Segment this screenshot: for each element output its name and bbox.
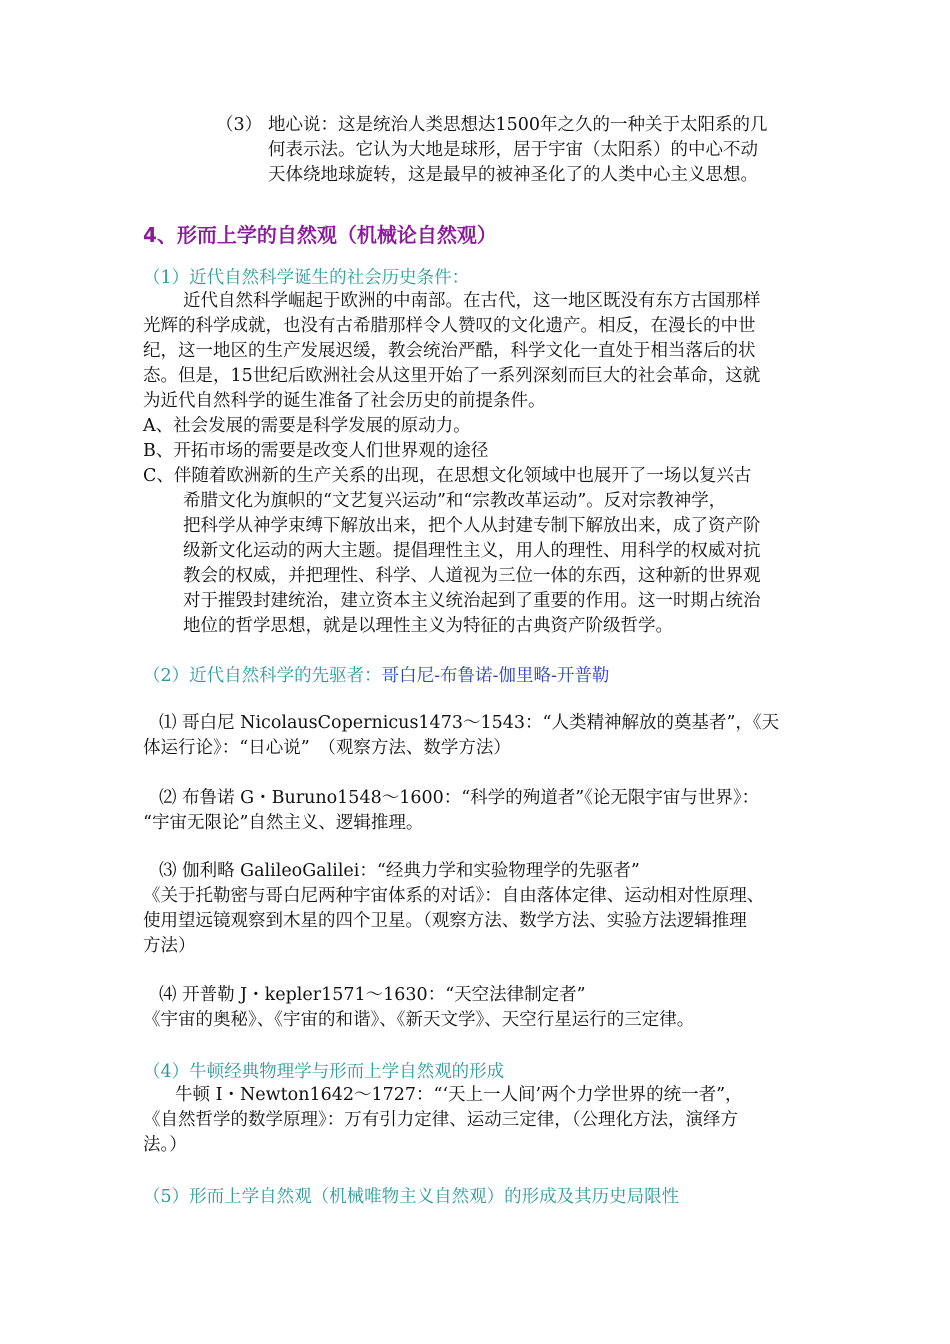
point-c-line: 希腊文化为旗帜的“文艺复兴运动”和“宗教改革运动”。反对宗教神学，: [183, 491, 727, 511]
item3-line: 何表示法。它认为大地是球形，居于宇宙（太阳系）的中心不动: [268, 140, 758, 160]
section4-title: 4、形而上学的自然观（机械论自然观）: [143, 223, 497, 247]
kepler-entry: [143, 983, 694, 1033]
paragraph-line: 为近代自然科学的诞生准备了社会历史的前提条件。: [143, 391, 546, 411]
entry-line: 体运行论》：“日心说” （观察方法、数学方法）: [143, 738, 511, 758]
sub1-title: （1）近代自然科学诞生的社会历史条件：: [143, 268, 470, 288]
point-c-line: 级新文化运动的两大主题。提倡理性主义，用人的理性、用科学的权威对抗: [183, 541, 761, 561]
entry-line: ⑶ 伽利略 GalileoGalilei：“经典力学和实验物理学的先驱者”: [159, 861, 640, 881]
copernicus-entry: [143, 711, 779, 761]
item3-line: 地心说：这是统治人类思想达1500年之久的一种关于太阳系的几: [268, 115, 768, 135]
entry-line: ⑴ 哥白尼 NicolausCopernicus1473～1543：“人类精神解放的奠基者”，《天: [159, 713, 780, 733]
sub4-title: （4）牛顿经典物理学与形而上学自然观的形成: [143, 1062, 505, 1082]
entry-line: “宇宙无限论”自然主义、逻辑推理。: [143, 813, 424, 833]
point-c-line: C、伴随着欧洲新的生产关系的出现，在思想文化领域中也展开了一场以复兴古: [143, 466, 752, 486]
paragraph-line: 近代自然科学崛起于欧洲的中南部。在古代，这一地区既没有东方古国那样: [183, 291, 761, 311]
sub2-title: [143, 662, 609, 687]
point-c-line: 把科学从神学束缚下解放出来，把个人从封建专制下解放出来，成了资产阶: [183, 516, 761, 536]
entry-line: 法。）: [143, 1135, 187, 1155]
paragraph-line: 态。但是，15世纪后欧洲社会从这里开始了一系列深刻而巨大的社会革命，这就: [143, 366, 761, 386]
entry-line: 《宇宙的奥秘》、《宇宙的和谐》、《新天文学》、天空行星运行的三定律。: [143, 1010, 695, 1030]
entry-line: 《关于托勒密与哥白尼两种宇宙体系的对话》：自由落体定律、运动相对性原理、: [143, 886, 765, 906]
sub2-title-pioneers: 哥白尼-布鲁诺-伽里略-开普勒: [381, 666, 610, 686]
point-b: B、开拓市场的需要是改变人们世界观的途径: [143, 441, 489, 461]
bruno-entry: [143, 786, 759, 836]
entry-line: ⑷ 开普勒 J・kepler1571～1630：“天空法律制定者”: [159, 985, 586, 1005]
sub2-title-text: （2）近代自然科学的先驱者：: [143, 666, 382, 686]
item3-number: （3）: [216, 115, 263, 135]
sub1-paragraph: [143, 289, 761, 639]
galileo-entry: [143, 859, 764, 959]
item3-text: [268, 113, 768, 188]
paragraph-line: 光辉的科学成就，也没有古希腊那样令人赞叹的文化遗产。相反，在漫长的中世: [143, 316, 756, 336]
entry-line: 《自然哲学的数学原理》：万有引力定律、运动三定律，（公理化方法，演绎方: [143, 1110, 738, 1130]
paragraph-line: 纪，这一地区的生产发展迟缓，教会统治严酷，科学文化一直处于相当落后的状: [143, 341, 756, 361]
point-c-line: 对于摧毁封建统治，建立资本主义统治起到了重要的作用。这一时期占统治: [183, 591, 761, 611]
entry-line: 牛顿 I・Newton1642～1727：“‘天上一人间’两个力学世界的统一者”，: [175, 1085, 743, 1105]
entry-line: 使用望远镜观察到木星的四个卫星。（观察方法、数学方法、实验方法逻辑推理: [143, 911, 747, 931]
entry-line: ⑵ 布鲁诺 G・Buruno1548～1600：“科学的殉道者”《论无限宇宙与世界》：: [159, 788, 760, 808]
point-c-line: 地位的哲学思想，就是以理性主义为特征的古典资产阶级哲学。: [183, 616, 673, 636]
point-a: A、社会发展的需要是科学发展的原动力。: [143, 416, 471, 436]
newton-entry: [143, 1083, 743, 1158]
sub5-title: （5）形而上学自然观（机械唯物主义自然观）的形成及其历史局限性: [143, 1187, 680, 1207]
entry-line: 方法）: [143, 936, 196, 956]
item3-line: 天体绕地球旋转，这是最早的被神圣化了的人类中心主义思想。: [268, 165, 758, 185]
point-c-line: 教会的权威，并把理性、科学、人道视为三位一体的东西，这种新的世界观: [183, 566, 761, 586]
